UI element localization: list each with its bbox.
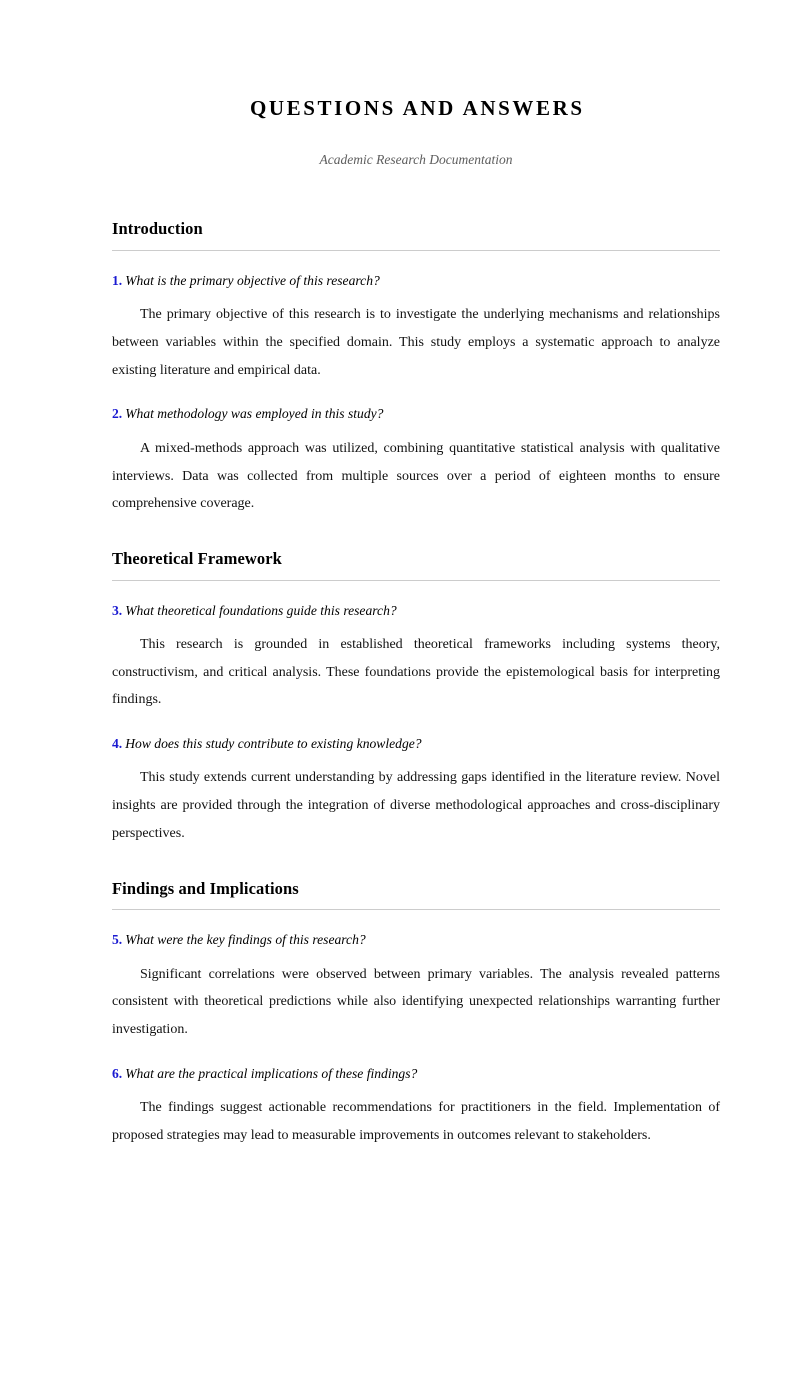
answer-text: Significant correlations were observed between primary variables. The analysis revealed patterns consistent with theoretical predictions while also identifying unexpected relationships warranting further investigation. — [112, 966, 720, 1037]
question-text: What is the primary objective of this research? — [125, 272, 380, 288]
section-introduction — [112, 168, 720, 518]
question-text: How does this study contribute to existing knowledge? — [125, 736, 422, 752]
qa-item — [112, 581, 720, 715]
page-title: QUESTIONS AND ANSWERS — [249, 96, 585, 120]
question-line — [112, 272, 720, 290]
question-text: What theoretical foundations guide this research? — [125, 602, 397, 618]
question-line — [112, 735, 720, 753]
question-number: 4. — [112, 736, 123, 752]
question-number: 2. — [112, 406, 123, 422]
answer-text: A mixed-methods approach was utilized, combining quantitative statistical analysis with qualitative interviews. Data was collected from multiple sources over a period of eighteen months to ensure comprehensive coverage. — [112, 440, 720, 512]
question-line — [112, 602, 720, 620]
qa-item — [112, 910, 720, 1044]
question-number: 6. — [112, 1065, 123, 1081]
question-text: What methodology was employed in this study? — [125, 406, 384, 422]
question-number: 1. — [112, 272, 123, 288]
document-content — [112, 0, 720, 1149]
section-heading: Findings and Implications — [112, 878, 299, 898]
qa-item — [112, 714, 720, 848]
section-findings-and-implications — [112, 848, 720, 1150]
qa-item — [112, 251, 720, 385]
qa-item — [112, 384, 720, 518]
question-text: What are the practical implications of these findings? — [125, 1065, 418, 1081]
document-subtitle: Academic Research Documentation — [319, 152, 513, 168]
question-number: 3. — [112, 602, 123, 618]
document-header — [112, 0, 720, 168]
section-heading: Theoretical Framework — [112, 548, 282, 568]
question-number: 5. — [112, 932, 123, 948]
question-line — [112, 405, 720, 423]
answer-text: The primary objective of this research is to investigate the underlying mechanisms and relationships between variables within the specified domain. This study employs a systematic approach to analyze existing literature and empirical data. — [112, 307, 720, 378]
section-heading: Introduction — [112, 219, 203, 239]
question-line — [112, 1065, 720, 1083]
question-line — [112, 931, 720, 949]
question-text: What were the key findings of this research? — [125, 932, 366, 948]
answer-text: This study extends current understanding by addressing gaps identified in the literature review. Novel insights are provided through the integration of diverse methodological approaches and cross-disciplinary perspectives. — [112, 770, 720, 841]
qa-item — [112, 1044, 720, 1150]
answer-text: The findings suggest actionable recommendations for practitioners in the field. Implementation of proposed strategies may lead to measurable improvements in outcomes relevant to stakeholders. — [112, 1100, 720, 1143]
section-theoretical-framework — [112, 518, 720, 848]
answer-text: This research is grounded in established theoretical frameworks including systems theory, constructivism, and critical analysis. These foundations provide the epistemological basis for interpreting findings. — [112, 636, 720, 708]
